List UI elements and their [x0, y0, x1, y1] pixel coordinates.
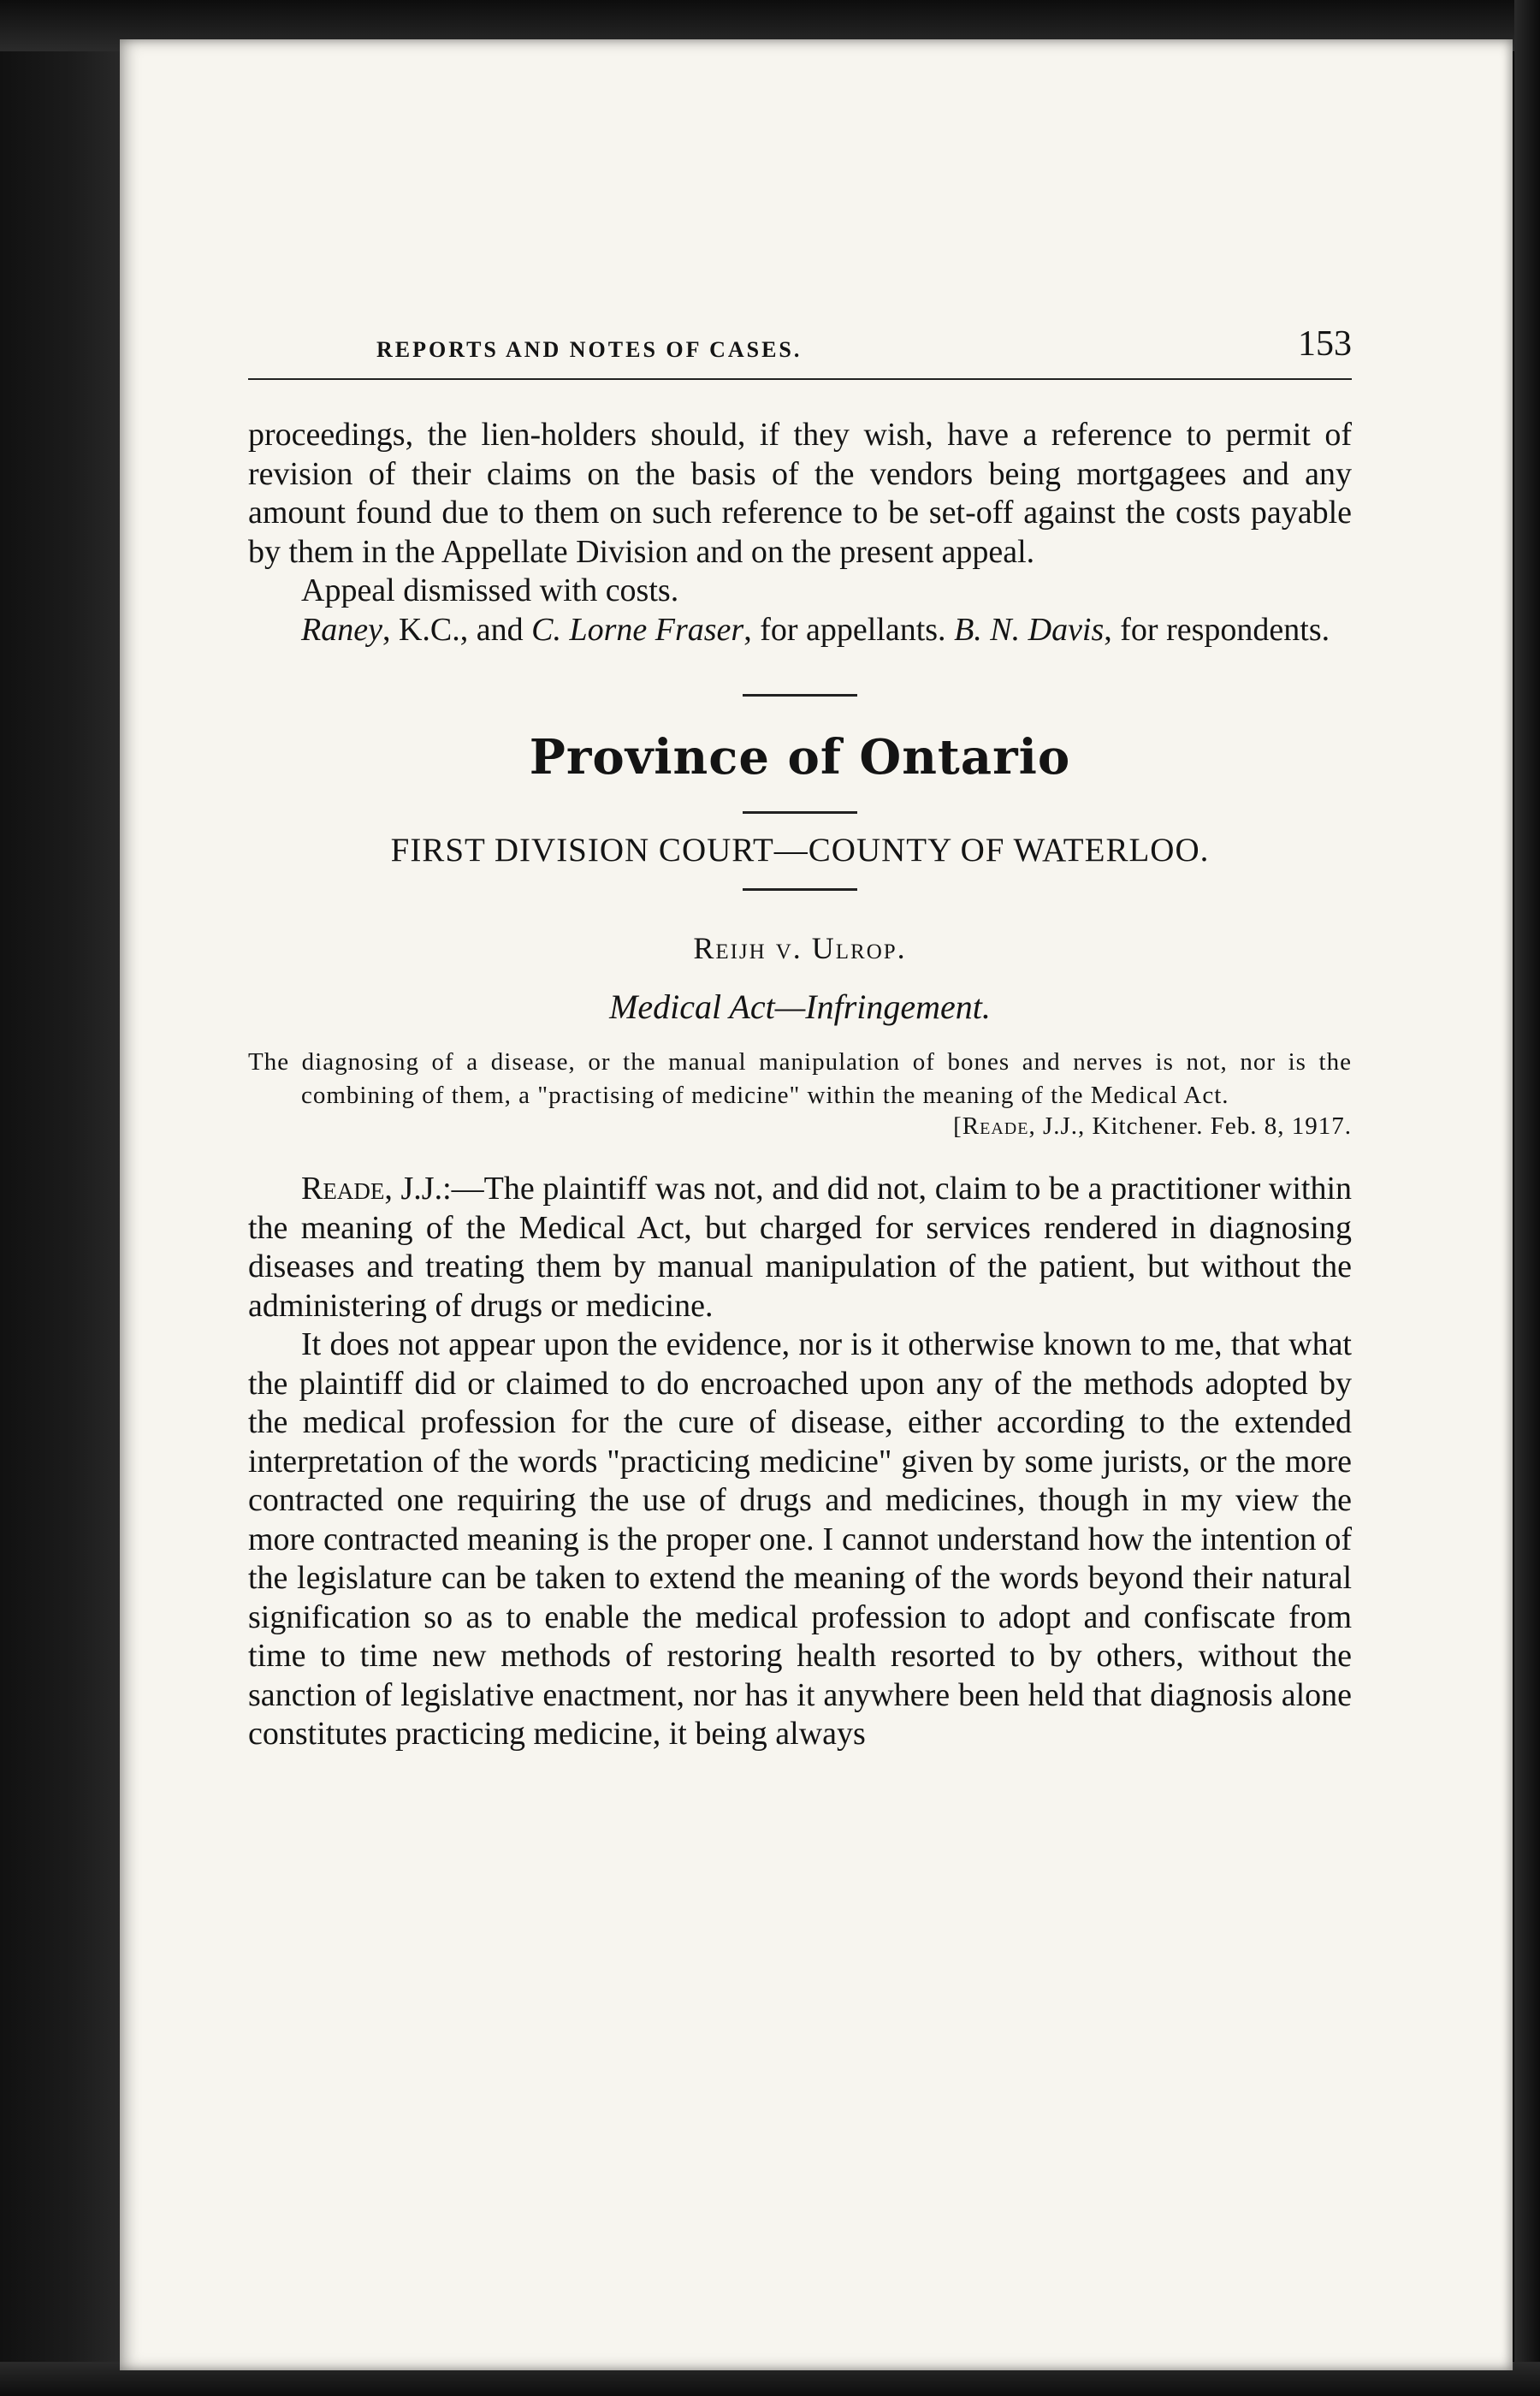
court-ref-rest: , J.J., Kitchener. Feb. 8, 1917.: [1028, 1112, 1352, 1140]
page-number: 153: [1298, 324, 1352, 364]
section-rule-top: [743, 694, 857, 697]
disposition: Appeal dismissed with costs.: [301, 572, 679, 608]
page-header: [248, 288, 1352, 390]
court-ref-judge: [Reade: [953, 1112, 1029, 1140]
judgment-para1-text: —The plaintiff was not, and did not, claim to be a practitioner within the meaning of the Medical Act, but charged for services rendered in diagnosing diseases and treating them by manual manipulation of the patient, but without the administering of drugs or medicine.: [248, 1171, 1352, 1324]
judgment-paragraph-2: It does not appear upon the evidence, nor is it otherwise known to me, that what the plaintiff did or claimed to do encroached upon any of the methods adopted by the medical profession for the cure of disease, either according to the extended interpretation of the words "practicing medicine" given by some jurists, or the more contracted one requiring the use of drugs and medicines, though in my view the more contracted meaning is the proper one. I cannot understand how the intention of the legislature can be taken to extend the meaning of the words beyond their natural signification so as to enable the medical profession to adopt and confiscate from time to time new methods of restoring health resorted to by others, without the sanction of legislative enactment, nor has it anywhere been held that diagnosis alone constitutes practicing medicine, it being always: [248, 1326, 1352, 1752]
book-page: [120, 39, 1513, 2370]
court-heading: FIRST DIVISION COURT—COUNTY OF WATERLOO.: [390, 832, 1210, 869]
counsel-for-appellants: , for appellants.: [743, 611, 955, 648]
case-name: Reijh v. Ulrop.: [693, 931, 907, 965]
counsel-name-raney: Raney: [301, 611, 382, 648]
page-content: [248, 416, 1352, 1754]
header-rule: [248, 378, 1352, 380]
headnote: The diagnosing of a disease, or the manual manipulation of bones and nerves is not, nor is the combining of them, a "practising of medicine" within the meaning of the Medical Act.: [248, 1048, 1352, 1109]
counsel-line: [248, 611, 1352, 650]
judgment-paragraph-1: [248, 1170, 1352, 1326]
counsel-name-fraser: C. Lorne Fraser: [531, 611, 744, 648]
previous-case-paragraph: proceedings, the lien-holders should, if they wish, have a reference to permit of revision of their claims on the basis of the vendors being mortgagees and any amount found due to them on such reference to be set-off against the costs payable by them in the Appellate Division and on the present appeal.: [248, 417, 1352, 570]
case-subject: Medical Act—Infringement.: [609, 987, 991, 1026]
scan-right-edge: [1514, 0, 1540, 2396]
counsel-name-davis: B. N. Davis: [954, 611, 1105, 648]
judgment-judge: Reade: [301, 1171, 385, 1207]
province-heading: Province of Ontario: [529, 729, 1071, 786]
section-rule-mid: [743, 811, 857, 814]
judgment-judge-title: , J.J.:: [384, 1171, 452, 1207]
section-rule-lower: [743, 888, 857, 891]
running-title: REPORTS AND NOTES OF CASES.: [376, 337, 803, 362]
court-reference: [248, 1112, 1352, 1141]
counsel-kc: , K.C., and: [382, 611, 532, 648]
counsel-for-respondents: , for respondents.: [1104, 611, 1330, 648]
scan-left-edge: [0, 0, 128, 2396]
